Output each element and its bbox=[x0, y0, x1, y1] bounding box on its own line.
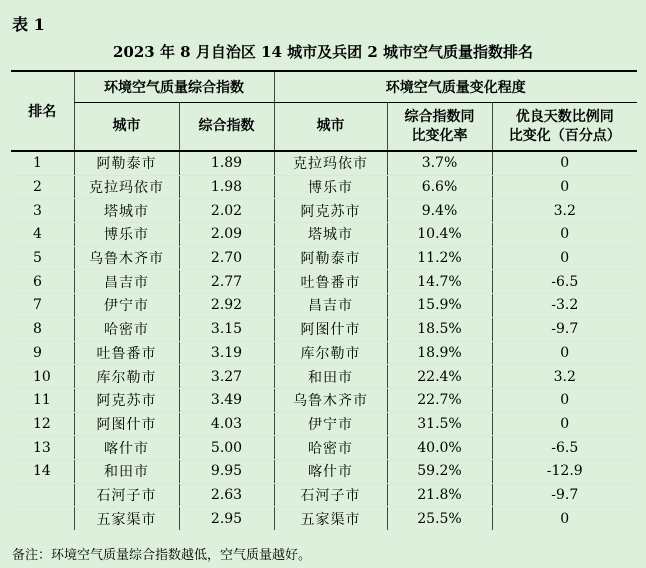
cell-rank: 9 bbox=[11, 341, 74, 365]
cell-good-days: 3.2 bbox=[492, 199, 637, 223]
header-good-days bbox=[492, 103, 637, 152]
header-change-rate-line1: 综合指数同 bbox=[404, 108, 475, 125]
table-row bbox=[11, 294, 637, 318]
table-label: 表 1 bbox=[12, 15, 45, 34]
table-title: 2023 年 8 月自治区 14 城市及兵团 2 城市空气质量指数排名 bbox=[112, 43, 534, 61]
header-city-right: 城市 bbox=[274, 103, 387, 152]
cell-change-rate: 6.6% bbox=[387, 175, 492, 199]
cell-change-rate: 11.2% bbox=[387, 246, 492, 270]
cell-city-right: 克拉玛依市 bbox=[274, 151, 387, 175]
cell-change-rate: 15.9% bbox=[387, 294, 492, 318]
cell-good-days: 0 bbox=[492, 412, 637, 436]
cell-index: 1.98 bbox=[179, 175, 274, 199]
cell-city-right: 阿克苏市 bbox=[274, 199, 387, 223]
table-row bbox=[11, 341, 637, 365]
cell-change-rate: 22.4% bbox=[387, 365, 492, 389]
cell-rank bbox=[11, 507, 74, 530]
cell-city: 吐鲁番市 bbox=[74, 341, 179, 365]
cell-index: 3.15 bbox=[179, 317, 274, 341]
cell-city-right: 伊宁市 bbox=[274, 412, 387, 436]
cell-good-days: -12.9 bbox=[492, 459, 637, 483]
table-row bbox=[11, 199, 637, 223]
cell-good-days: 0 bbox=[492, 388, 637, 412]
cell-change-rate: 10.4% bbox=[387, 223, 492, 247]
header-change-rate bbox=[387, 103, 492, 152]
cell-good-days: -9.7 bbox=[492, 317, 637, 341]
cell-city-right: 阿勒泰市 bbox=[274, 246, 387, 270]
table-row bbox=[11, 507, 637, 530]
cell-good-days: 0 bbox=[492, 341, 637, 365]
cell-good-days: -3.2 bbox=[492, 294, 637, 318]
cell-rank: 14 bbox=[11, 459, 74, 483]
table-row bbox=[11, 365, 637, 389]
cell-change-rate: 18.5% bbox=[387, 317, 492, 341]
table-row bbox=[11, 246, 637, 270]
header-index: 综合指数 bbox=[179, 103, 274, 152]
cell-city-right: 石河子市 bbox=[274, 483, 387, 507]
cell-rank: 6 bbox=[11, 270, 74, 294]
cell-rank: 13 bbox=[11, 436, 74, 460]
cell-index: 2.77 bbox=[179, 270, 274, 294]
cell-city-right: 昌吉市 bbox=[274, 294, 387, 318]
table-row bbox=[11, 151, 637, 175]
cell-rank: 7 bbox=[11, 294, 74, 318]
cell-city: 石河子市 bbox=[74, 483, 179, 507]
cell-index: 2.09 bbox=[179, 223, 274, 247]
cell-rank: 2 bbox=[11, 175, 74, 199]
cell-index: 3.49 bbox=[179, 388, 274, 412]
cell-change-rate: 40.0% bbox=[387, 436, 492, 460]
table-note: 备注：环境空气质量综合指数越低，空气质量越好。 bbox=[12, 548, 312, 563]
cell-city: 乌鲁木齐市 bbox=[74, 246, 179, 270]
cell-city: 阿图什市 bbox=[74, 412, 179, 436]
cell-change-rate: 3.7% bbox=[387, 151, 492, 175]
cell-city-right: 哈密市 bbox=[274, 436, 387, 460]
table-row bbox=[11, 388, 637, 412]
cell-rank: 4 bbox=[11, 223, 74, 247]
cell-change-rate: 21.8% bbox=[387, 483, 492, 507]
cell-change-rate: 9.4% bbox=[387, 199, 492, 223]
cell-good-days: 3.2 bbox=[492, 365, 637, 389]
cell-index: 5.00 bbox=[179, 436, 274, 460]
cell-good-days: -9.7 bbox=[492, 483, 637, 507]
table-row bbox=[11, 436, 637, 460]
cell-city-right: 五家渠市 bbox=[274, 507, 387, 530]
cell-index: 9.95 bbox=[179, 459, 274, 483]
table-row bbox=[11, 223, 637, 247]
cell-rank: 1 bbox=[11, 151, 74, 175]
cell-index: 2.02 bbox=[179, 199, 274, 223]
cell-city-right: 塔城市 bbox=[274, 223, 387, 247]
cell-city: 博乐市 bbox=[74, 223, 179, 247]
cell-index: 2.95 bbox=[179, 507, 274, 530]
cell-city: 库尔勒市 bbox=[74, 365, 179, 389]
cell-change-rate: 18.9% bbox=[387, 341, 492, 365]
header-good-days-line1: 优良天数比例同 bbox=[515, 108, 614, 125]
cell-rank: 3 bbox=[11, 199, 74, 223]
cell-city-right: 阿图什市 bbox=[274, 317, 387, 341]
table-row bbox=[11, 175, 637, 199]
cell-rank: 10 bbox=[11, 365, 74, 389]
cell-city: 和田市 bbox=[74, 459, 179, 483]
cell-good-days: 0 bbox=[492, 175, 637, 199]
cell-good-days: 0 bbox=[492, 246, 637, 270]
cell-index: 2.63 bbox=[179, 483, 274, 507]
cell-index: 1.89 bbox=[179, 151, 274, 175]
table-row bbox=[11, 459, 637, 483]
header-group-index: 环境空气质量综合指数 bbox=[74, 71, 274, 103]
cell-city: 五家渠市 bbox=[74, 507, 179, 530]
cell-city-right: 库尔勒市 bbox=[274, 341, 387, 365]
header-change-rate-line2: 比变化率 bbox=[411, 127, 468, 144]
cell-city: 阿克苏市 bbox=[74, 388, 179, 412]
cell-good-days: -6.5 bbox=[492, 270, 637, 294]
cell-change-rate: 25.5% bbox=[387, 507, 492, 530]
cell-good-days: -6.5 bbox=[492, 436, 637, 460]
cell-city-right: 乌鲁木齐市 bbox=[274, 388, 387, 412]
cell-city: 昌吉市 bbox=[74, 270, 179, 294]
table-row bbox=[11, 317, 637, 341]
cell-index: 2.92 bbox=[179, 294, 274, 318]
cell-city: 塔城市 bbox=[74, 199, 179, 223]
cell-city: 阿勒泰市 bbox=[74, 151, 179, 175]
cell-index: 2.70 bbox=[179, 246, 274, 270]
header-city: 城市 bbox=[74, 103, 179, 152]
cell-city-right: 喀什市 bbox=[274, 459, 387, 483]
header-rank: 排名 bbox=[11, 71, 74, 151]
cell-index: 3.19 bbox=[179, 341, 274, 365]
table-row bbox=[11, 483, 637, 507]
cell-rank: 11 bbox=[11, 388, 74, 412]
cell-change-rate: 14.7% bbox=[387, 270, 492, 294]
cell-rank: 5 bbox=[11, 246, 74, 270]
table-row bbox=[11, 412, 637, 436]
cell-city-right: 博乐市 bbox=[274, 175, 387, 199]
cell-city: 伊宁市 bbox=[74, 294, 179, 318]
cell-city-right: 吐鲁番市 bbox=[274, 270, 387, 294]
cell-city: 喀什市 bbox=[74, 436, 179, 460]
cell-index: 3.27 bbox=[179, 365, 274, 389]
cell-city: 克拉玛依市 bbox=[74, 175, 179, 199]
cell-city-right: 和田市 bbox=[274, 365, 387, 389]
cell-good-days: 0 bbox=[492, 507, 637, 530]
header-group-change: 环境空气质量变化程度 bbox=[274, 71, 637, 103]
cell-change-rate: 59.2% bbox=[387, 459, 492, 483]
cell-change-rate: 22.7% bbox=[387, 388, 492, 412]
ranking-table bbox=[11, 70, 637, 530]
cell-rank: 8 bbox=[11, 317, 74, 341]
cell-index: 4.03 bbox=[179, 412, 274, 436]
cell-rank: 12 bbox=[11, 412, 74, 436]
table-row bbox=[11, 270, 637, 294]
cell-change-rate: 31.5% bbox=[387, 412, 492, 436]
cell-rank bbox=[11, 483, 74, 507]
cell-city: 哈密市 bbox=[74, 317, 179, 341]
header-good-days-line2: 比变化（百分点） bbox=[508, 127, 621, 144]
cell-good-days: 0 bbox=[492, 151, 637, 175]
cell-good-days: 0 bbox=[492, 223, 637, 247]
